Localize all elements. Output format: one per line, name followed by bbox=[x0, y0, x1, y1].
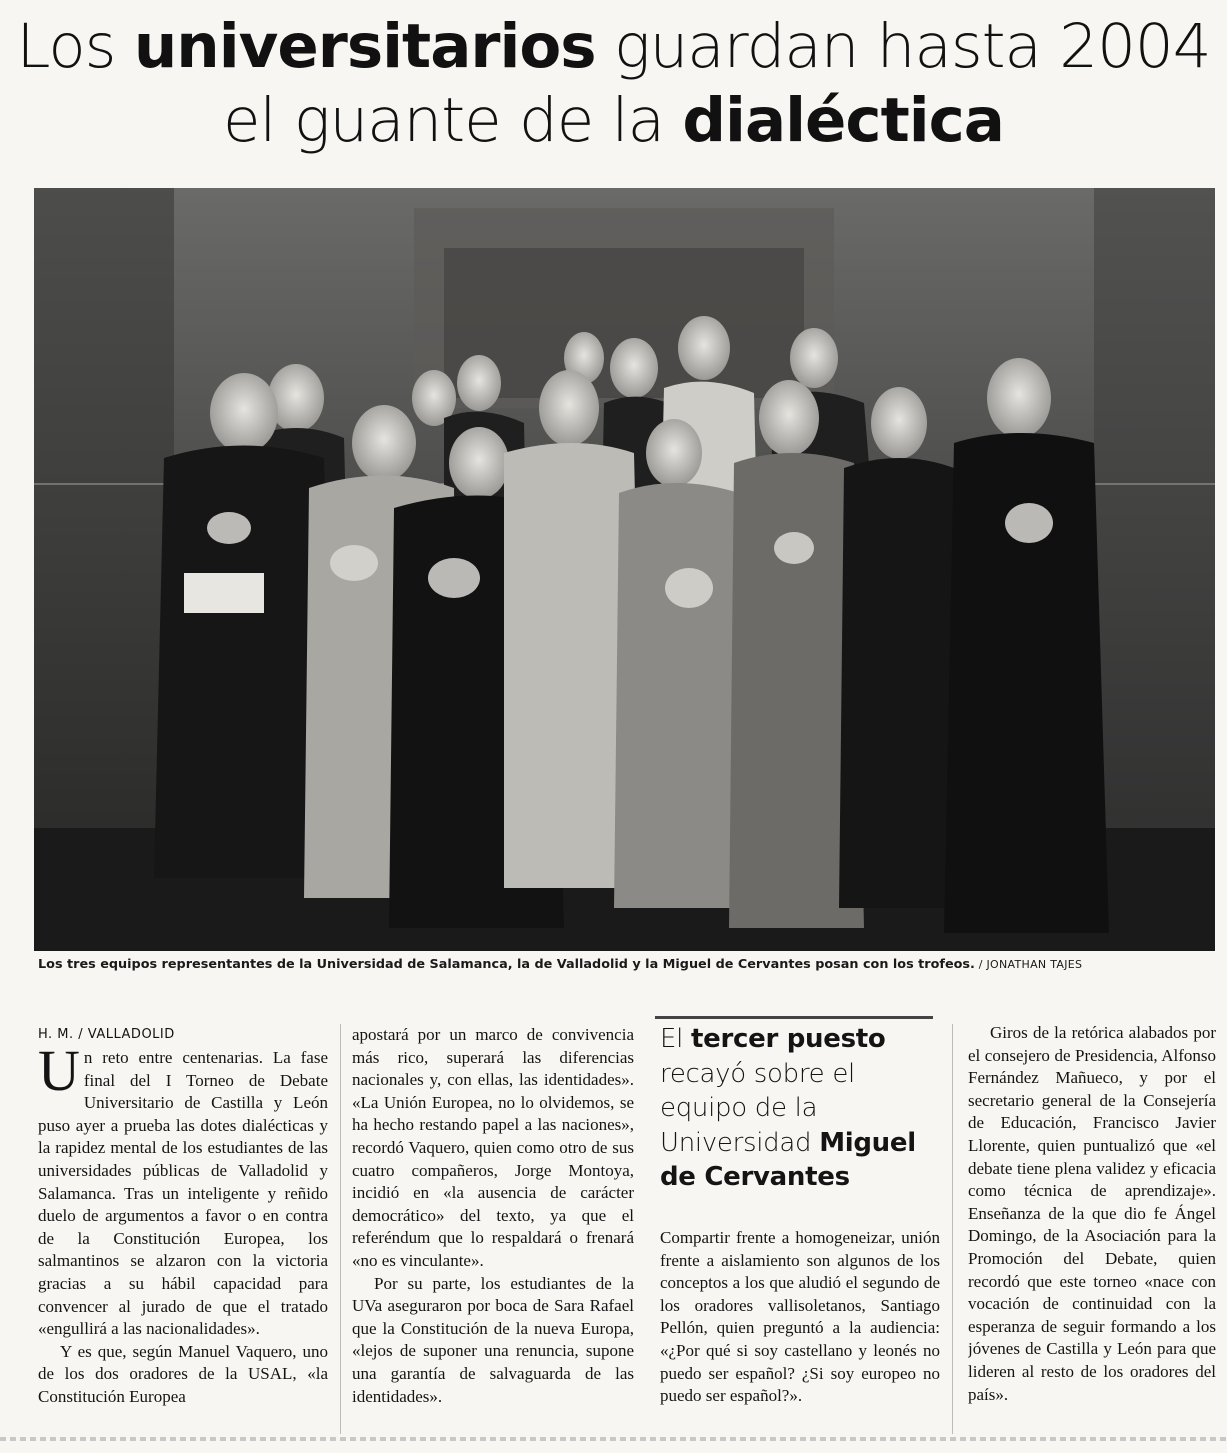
article-column-1 bbox=[38, 1047, 328, 1447]
article-column-4 bbox=[968, 1022, 1216, 1436]
pullquote-part: recayó sobre el equipo de la Universidad bbox=[660, 1058, 855, 1158]
paragraph: Compartir frente a homogeneizar, unión frente a aislamiento son algunos de los conceptos a los que aludió el segundo de los oradores vallisoletanos, Santiago Pellón, quien preguntó a la audiencia: «¿Por qué si soy castellano y leonés no puedo ser español? ¿Si soy europeo no puedo ser español?». bbox=[660, 1228, 940, 1406]
headline-bold-universitarios: universitarios bbox=[133, 11, 596, 82]
pullquote-bold: tercer puesto bbox=[691, 1024, 886, 1054]
column-divider bbox=[952, 1024, 953, 1434]
paragraph: apostará por un marco de convivencia más rico, superará las diferencias nacionales y, con ellas, las identidades». «La Unión Europea, no lo olvidemos, se ha hecho restando papel a las naciones», recordó Vaquero, quien como otro de sus cuatro compañeros, Jorge Montoya, incidió en «la ausencia de carácter democrático» del texto, ya que el referéndum que lo respaldará o frenará «no es vinculante». bbox=[352, 1025, 634, 1270]
photo-caption bbox=[38, 957, 1218, 972]
photo-credit: / JONATHAN TAJES bbox=[974, 958, 1083, 971]
headline-part: Los bbox=[16, 11, 134, 82]
headline-part: guardan hasta 2004 el guante de la bbox=[223, 11, 1211, 156]
pullquote-part: El bbox=[660, 1024, 692, 1054]
paragraph: Y es que, según Manuel Vaquero, uno de los dos oradores de la USAL, «la Constitución Europea bbox=[38, 1341, 328, 1406]
scan-edge bbox=[0, 1437, 1227, 1441]
pullquote-bold: Miguel de Cervantes bbox=[660, 1127, 916, 1192]
group-photo-icon bbox=[34, 188, 1215, 951]
article-column-2 bbox=[352, 1024, 634, 1434]
article-column-3 bbox=[660, 1227, 940, 1437]
drop-cap: U bbox=[38, 1047, 80, 1103]
headline bbox=[0, 10, 1227, 158]
pullquote bbox=[660, 1022, 938, 1195]
pullquote-rule bbox=[655, 1016, 933, 1019]
group-photo bbox=[34, 188, 1215, 951]
paragraph: Giros de la retórica alabados por el consejero de Presidencia, Alfonso Fernández Mañueco, y por el secretario general de la Consejería de Educación, Francisco Javier Llorente, quien puntualizó que «el debate tiene plena validez y eficacia como técnica de aprendizaje». Enseñanza de la que dio fe Ángel Domingo, de la Asociación para la Promoción del Debate, quien recordó que este torneo «nace con vocación de continuidad con la esperanza de seguir formando a los jóvenes de Castilla y León para que lideren al resto de los oradores del país». bbox=[968, 1023, 1216, 1404]
paragraph: Por su parte, los estudiantes de la UVa aseguraron por boca de Sara Rafael que la Constitución de la nueva Europa, «lejos de suponer una renuncia, supone una garantía de salvaguarda de las identidades». bbox=[352, 1273, 634, 1406]
paragraph: n reto entre centenarias. La fase final del I Torneo de Debate Universitario de Castilla y León puso ayer a prueba las dotes dialécticas y la rapidez mental de los estudiantes de las universidades públicas de Valladolid y Salamanca. Tras un inteligente y reñido duelo de argumentos a favor o en contra de la Constitución Europea, los salmantinos se alzaron con la victoria gracias a su hábil capacidad para convencer al jurado de que el tratado «engullirá a las nacionalidades». bbox=[38, 1048, 328, 1339]
column-divider bbox=[340, 1024, 341, 1434]
byline: H. M. / VALLADOLID bbox=[38, 1027, 175, 1042]
headline-bold-dialectica: dialéctica bbox=[682, 85, 1004, 156]
caption-text: Los tres equipos representantes de la Universidad de Salamanca, la de Valladolid y la Miguel de Cervantes posan con los trofeos. bbox=[38, 957, 975, 972]
